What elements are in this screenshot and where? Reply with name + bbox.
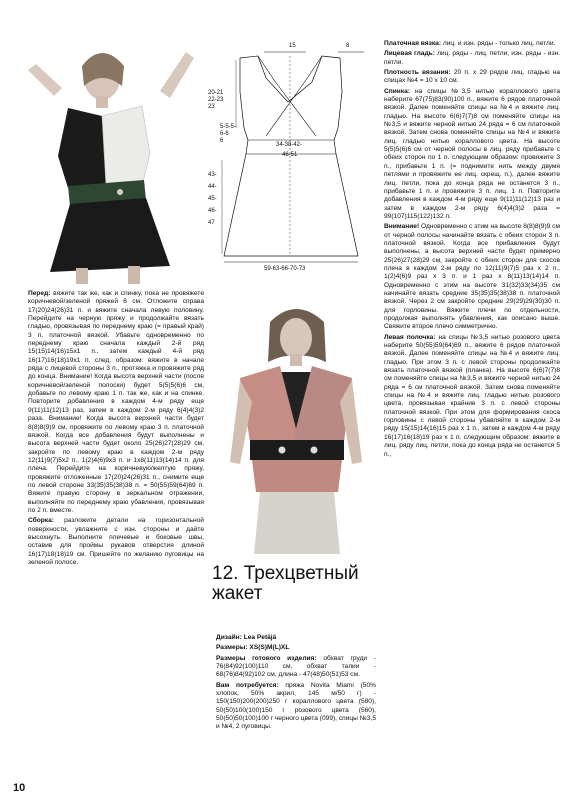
assembly-label: Сборка:: [28, 517, 54, 525]
schema-waist-2: 46-51: [282, 152, 298, 158]
schema-length-4: 46-: [208, 208, 217, 214]
pattern-schematic: [206, 36, 374, 272]
attention-label: Внимание!: [384, 223, 420, 231]
garter-value: лиц. и изн. ряды - только лиц. петли.: [442, 40, 556, 47]
attention-value: Одновременно с этим на высоте 8(8)8(9)9 см от черной полосы начинайте вязать с обеих сторон 3 п. платочной вязкой. Когда все прибавления будут выполнены, а высота верхней части будет примерно 25(26)27(28)29 см, закройте с обеих сторон для скосов плеча в каждом 2-м ряду по 12(11)9(7)5 раз х 2 п., 1(2)4(6)9 раз х 3 п. и 1 раз х 8(11)13(14)14 п. Одновременно с этим на высоте 31(32)33(34)35 см начинайте вязать средние 35(35)35(38)38 п. платочной вязкой. Через 2 см закройте средние 29(29)29(30)30 п. для горловины. Вяжите плечи по отдельности, продолжая выполнять убавления, как описано выше. Свяжите второе плечо симметрично.: [384, 223, 560, 331]
schema-length-5: 47: [208, 220, 215, 226]
stockinette-value: лиц. ряды - лиц. петли, изн. ряды - изн. петли.: [384, 50, 560, 66]
materials-label: Вам потребуется:: [216, 681, 279, 689]
back-label: Спинка:: [384, 87, 410, 95]
schema-bottom-width: 59-63-66-70-73: [264, 266, 306, 272]
schema-neck-1: 5-5-5-: [220, 124, 237, 130]
schema-length-1: 43-: [208, 172, 217, 178]
schema-length-3: 45-: [208, 196, 217, 202]
materials-value: пряжа Novita Miami (50% хлопок, 50% акрил, 145 м/50 г) - 150(150)200(200)250 г кораллового цвета (580), 50(50)100(100)150 г розового цвета (560), 50(50)50(100)100 г черного цвета (099), спицы №3,5 и №4, 2 пуговицы.: [216, 681, 376, 731]
front-value: вяжите так же, как и спинку, пока не провяжете коричневой/зеленой пряжей 6 см. Отложите справа 17(20)24(26)31 п. и вяжите сначала левую половину. Перейдите на черную пряжу и продолжайте вязать гладью, провязывая по переднему краю (= правый край) 3 п. платочной вязкой. Убавьте одновременно по переднему краю сначала каждый 2-й ряд 15(15)14(16)15х1 п., затем каждый 4-й ряд 16(17)16(18)19х1 п. след. образом: вяжите в начале ряда с лицевой стороны 3 п., протяжка и провяжите ряд до конца. Внимание! Когда высота верхней части (после коричневой/зеленой полоски) будет 5(5)5(6)6 см, добавьте по левому краю 1 п. так же, как и на спинке. Повторите добавления в каждом 4-м ряду еще 9(11)11(12)13 раз, затем в каждом 2-м ряду 6(4)4(3)2 раза. Внимание! Когда высота верхней части будет 8(8)8(9)9 см, провяжите по левому краю 3 п. платочной вязкой. Когда все добавления будут выполнены и высота верхней части будет около 25(26)27(28)29 см, закройте по левому краю в каждом 2-м ряду 12(11)9(7)5х2 п., 1(2)4(6)9х3 п. и 1х8(11)13(14)14 п. для плеча. Перейдите на коричневую/желтую пряжу, провяжите отложенные 17(20)24(26)31 п., снимите еще по левой стороне 33(35)35(38)38 п. = 50(55)59(64)69 п. Вяжите правую сторону в зеркальном отражении, выполняйте по переднему краю убавления, провязывая по 2 п. вместе.: [28, 290, 204, 514]
right-column-text: [384, 40, 560, 461]
design-value: Lea Petäjä: [243, 634, 277, 641]
schema-neck-3: 6: [220, 138, 224, 144]
gauge-label: Плотность вязания:: [384, 69, 451, 77]
wrap-line-left: [258, 56, 316, 136]
schema-armhole-2: 22-23: [208, 97, 224, 103]
garter-label: Платочная вязка:: [384, 40, 442, 47]
left-front-label: Левая полочка:: [384, 333, 436, 341]
photo-three-color-jacket: [210, 292, 382, 554]
wrap-line-right: [266, 56, 322, 136]
gauge-value: 20 п. х 29 рядов лиц. гладью на спицах №4 = 10 х 10 см.: [384, 69, 560, 85]
finished-label: Размеры готового изделия:: [216, 654, 317, 662]
schema-armhole-1: 20-21: [208, 90, 224, 96]
schema-shoulder: 8: [346, 43, 350, 49]
left-front-value: на спицы №3,5 нитью розового цвета наберите 50(55)59(64)69 п., вяжите 6 рядов платочной вязкой. Далее поменяйте спицы на №4 и вяжите лиц. гладью. При этом 3 п. с левой стороны продолжайте вязать платочной вязкой (планка). На высоте 6(6)7(7)8 см поменяйте спицы на №3,5 и вяжите черной нитью 24 ряда = 6 см платочной вязкой. Затем снова поменяйте спицы на №4 и вяжите лиц. гладью нитью розового цвета, провязывая крайние 3 п. с левой стороны платочной вязкой. При этом для формирования скоса горловины с левой стороны убавляйте в каждом 2-м ряду 15(15)14(16)15 раз х 1 п., затем в каждом 4-м ряду 16(17)16(18)19 раз х 1 п. следующим образом: вяжите в лиц. ряду лиц. петли, пока до конца ряда не останется 5 п.,: [384, 333, 560, 458]
finished-value: обхват груди - 76(84)92(100)110 см, обхват талии - 68(76)84(92)102 см, длина - 47(48)50(51)53 см.: [216, 654, 376, 679]
schema-waist-1: 34-38-42-: [276, 142, 303, 148]
design-label: Дизайн:: [216, 634, 242, 641]
sizes-value: XS(S)M(L)XL: [249, 644, 290, 652]
page-title: 12. Трехцветный жакет: [212, 563, 359, 604]
schema-neck-2: 6-6: [220, 131, 229, 137]
left-column-text: [28, 290, 204, 569]
assembly-value: разложите детали на горизонтальной поверхности, увлажните с изн. стороны и дайте высохнуть. Выполните плечевые и боковые швы, оставив для проймы рукавов отверстия длиной 16(17)18(18)19 см. Пришейте по желанию пуговицы на зеленой полосе.: [28, 517, 204, 566]
schema-top-width: 15: [289, 43, 296, 49]
schema-length-2: 44-: [208, 184, 217, 190]
photo-black-white-tunic: [10, 36, 200, 284]
front-label: Перед:: [28, 290, 51, 297]
sizes-label: Размеры:: [216, 644, 248, 652]
page-number: 10: [13, 782, 26, 794]
stockinette-label: Лицевая гладь:: [384, 50, 435, 58]
schema-armhole-3: 23: [208, 104, 215, 110]
back-value: на спицы №3,5 нитью кораллового цвета наберите 67(75)83(90)100 п., вяжите 6 рядов платочной вязкой. Далее поменяйте спицы на №4 и вяжите лиц. гладью. На высоте 6(6)7(7)8 см поменяйте спицы на №3,5 и вяжите черной нитью 24 ряда = 6 см платочной вязкой. Затем снова поменяйте спицы на №4 и вяжите лиц. гладью нитью кораллового цвета. На высоте 5(5)5(6)6 см от черной полосы в лиц. ряду прибавьте с обеих сторон по 1 п. следующим образом: провяжите 3 п., прибавьте 1 п. (= поднимите нить между двумя петлями и провяжите ее лиц. скрещ. п.), далее вяжите лиц. петли, пока до конца ряда не останется 3 п., прибавьте 1 п. и провяжите 3 п. лиц. 1 п. Повторите добавления в каждом 4-м ряду еще 9(11)11(12)13 раз и затем в каждом 2-м ряду 6(4)4(3)2 раза = 99(107)115(122)132 п.: [384, 87, 560, 220]
pattern-info: [216, 634, 376, 734]
